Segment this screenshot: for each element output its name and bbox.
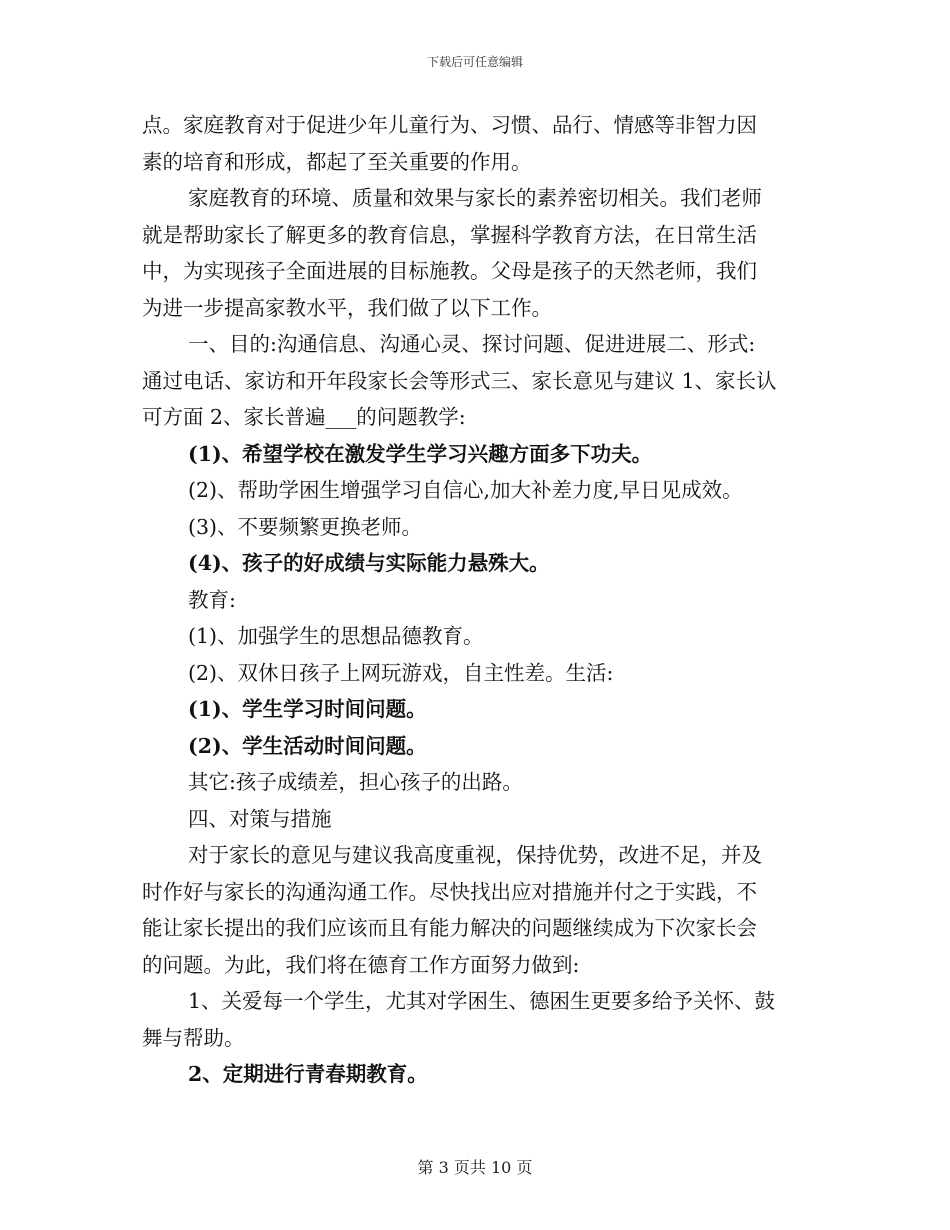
text-line: 中，为实现孩子全面进展的目标施教。父母是孩子的天然老师，我们 bbox=[142, 259, 757, 283]
document-body bbox=[142, 107, 808, 1093]
page-header: 下载后可任意编辑 bbox=[426, 55, 523, 69]
text-line: (2)、学生活动时间问题。 bbox=[188, 733, 427, 758]
text-line: 点。家庭教育对于促进少年儿童行为、习惯、品行、情感等非智力因 bbox=[142, 113, 757, 137]
text-line: 可方面 2、家长普遍___的问题教学: bbox=[142, 405, 466, 429]
text-line: (1)、希望学校在激发学生学习兴趣方面多下功夫。 bbox=[188, 441, 653, 466]
text-line: 教育: bbox=[188, 587, 236, 612]
text-line: 一、目的:沟通信息、沟通心灵、探讨问题、促进进展二、形式: bbox=[188, 332, 756, 356]
page-footer: 第 3 页共 10 页 bbox=[417, 1158, 533, 1177]
text-line: (1)、加强学生的思想品德教育。 bbox=[188, 624, 484, 648]
text-line: 的问题。为此，我们将在德育工作方面努力做到: bbox=[142, 952, 580, 977]
text-line: (1)、学生学习时间问题。 bbox=[188, 697, 427, 721]
text-line: 四、对策与措施 bbox=[188, 806, 332, 831]
text-line: 能让家长提出的我们应该而且有能力解决的问题继续成为下次家长会 bbox=[142, 916, 757, 940]
text-line: 1、关爱每一个学生，尤其对学困生、德困生更要多给予关怀、鼓 bbox=[188, 989, 776, 1013]
text-line: (3)、不要频繁更换老师。 bbox=[188, 514, 423, 539]
text-line: 舞与帮助。 bbox=[142, 1025, 245, 1050]
text-line: (2)、帮助学困生增强学习自信心,加大补差力度,早日见成效。 bbox=[188, 478, 743, 502]
text-line: 就是帮助家长了解更多的教育信息，掌握科学教育方法，在日常生活 bbox=[142, 222, 757, 247]
text-line: (2)、双休日孩子上网玩游戏，自主性差。生活: bbox=[188, 660, 614, 685]
text-line: 通过电话、家访和开年段家长会等形式三、家长意见与建议 1、家长认 bbox=[142, 368, 777, 393]
text-line: 其它:孩子成绩差，担心孩子的出路。 bbox=[188, 770, 523, 794]
text-line: (4)、孩子的好成绩与实际能力悬殊大。 bbox=[188, 551, 550, 575]
text-line: 时作好与家长的沟通沟通工作。尽快找出应对措施并付之于实践，不 bbox=[142, 879, 757, 904]
text-line: 2、定期进行青春期教育。 bbox=[188, 1062, 428, 1086]
text-line: 家庭教育的环境、质量和效果与家长的素养密切相关。我们老师 bbox=[188, 186, 762, 210]
text-line: 素的培育和形成，都起了至关重要的作用。 bbox=[142, 149, 532, 174]
text-line: 对于家长的意见与建议我高度重视，保持优势，改进不足，并及 bbox=[188, 843, 762, 867]
text-line: 为进一步提高家教水平，我们做了以下工作。 bbox=[142, 295, 552, 320]
